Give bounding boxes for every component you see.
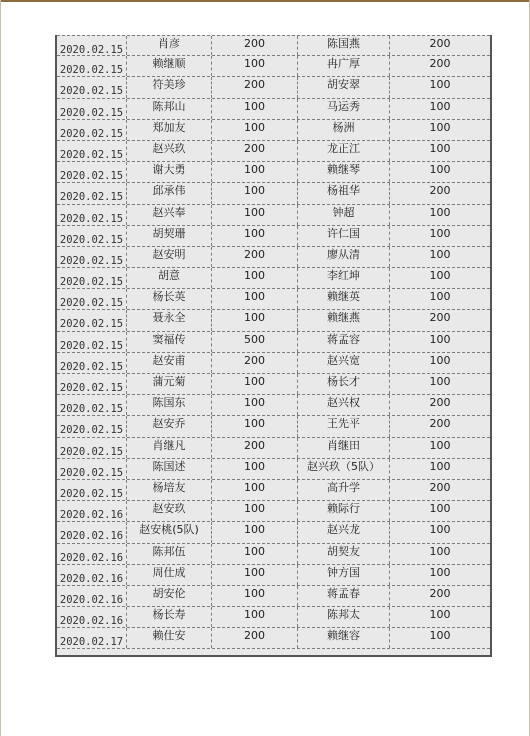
table-row bbox=[57, 310, 490, 331]
donor-name-cell: 杨长英 bbox=[127, 289, 212, 309]
donation-amount-cell: 100 bbox=[429, 290, 451, 304]
date-cell: 2020.02.15 bbox=[57, 395, 127, 415]
date-cell: 2020.02.15 bbox=[57, 289, 127, 309]
donor-name-cell: 蒲元菊 bbox=[127, 374, 212, 394]
donation-amount-cell: 100 bbox=[212, 480, 298, 500]
donor-name-cell: 赖继容 bbox=[298, 628, 390, 648]
donation-amount-cell: 100 bbox=[212, 522, 298, 542]
donor-name-cell: 廖从清 bbox=[298, 247, 390, 267]
donation-amount-cell: 100 bbox=[429, 269, 451, 283]
donation-amount-cell: 200 bbox=[212, 77, 298, 97]
donor-name-cell: 冉广厚 bbox=[298, 56, 390, 76]
date-cell: 2020.02.15 bbox=[57, 183, 127, 203]
date-cell: 2020.02.15 bbox=[57, 459, 127, 479]
donation-amount-cell: 100 bbox=[429, 353, 451, 367]
date-cell: 2020.02.15 bbox=[57, 141, 127, 161]
date-cell: 2020.02.15 bbox=[57, 205, 127, 225]
donation-amount-cell: 100 bbox=[212, 544, 298, 564]
donor-name-cell: 赵安甫 bbox=[127, 353, 212, 373]
donation-amount-cell: 100 bbox=[429, 565, 451, 579]
donor-name-cell: 胡意 bbox=[127, 268, 212, 288]
table-row bbox=[57, 395, 490, 416]
donation-amount-cell: 100 bbox=[212, 289, 298, 309]
donor-name-cell: 杨洲 bbox=[298, 120, 390, 140]
table-row bbox=[57, 247, 490, 268]
donation-amount-cell: 100 bbox=[429, 502, 451, 516]
donation-amount-cell: 100 bbox=[429, 629, 451, 643]
donor-name-cell: 窦福传 bbox=[127, 332, 212, 352]
donation-amount-cell: 100 bbox=[429, 226, 451, 240]
donation-amount-cell: 100 bbox=[212, 120, 298, 140]
donor-name-cell: 马运秀 bbox=[298, 99, 390, 119]
donation-amount-cell: 100 bbox=[429, 459, 451, 473]
donation-amount-cell: 200 bbox=[429, 396, 451, 410]
table-row bbox=[57, 289, 490, 310]
donor-name-cell: 杨培友 bbox=[127, 480, 212, 500]
donation-amount-cell: 100 bbox=[212, 162, 298, 182]
date-cell: 2020.02.15 bbox=[57, 247, 127, 267]
donation-amount-cell: 100 bbox=[212, 56, 298, 76]
date-cell: 2020.02.15 bbox=[57, 310, 127, 330]
donor-name-cell: 赵兴玖（5队） bbox=[298, 459, 390, 479]
donation-amount-cell: 100 bbox=[429, 523, 451, 537]
donor-name-cell: 陈国燕 bbox=[298, 36, 390, 55]
donor-name-cell: 赵兴玖 bbox=[127, 141, 212, 161]
donor-name-cell: 赖继英 bbox=[298, 289, 390, 309]
date-cell: 2020.02.15 bbox=[57, 120, 127, 140]
date-cell: 2020.02.15 bbox=[57, 353, 127, 373]
table-row bbox=[57, 501, 490, 522]
donor-name-cell: 肖继凡 bbox=[127, 438, 212, 458]
donation-amount-cell: 100 bbox=[212, 99, 298, 119]
donation-amount-cell: 100 bbox=[212, 459, 298, 479]
table-row bbox=[57, 56, 490, 77]
donor-name-cell: 陈邦伍 bbox=[127, 544, 212, 564]
donor-name-cell: 胡安翠 bbox=[298, 77, 390, 97]
date-cell: 2020.02.15 bbox=[57, 226, 127, 246]
donor-name-cell: 赖继顺 bbox=[127, 56, 212, 76]
donor-name-cell: 谢大勇 bbox=[127, 162, 212, 182]
donation-amount-cell: 200 bbox=[429, 417, 451, 431]
table-row bbox=[57, 141, 490, 162]
date-cell: 2020.02.15 bbox=[57, 480, 127, 500]
donation-amount-cell: 100 bbox=[212, 310, 298, 330]
donor-name-cell: 周仕成 bbox=[127, 565, 212, 585]
donation-amount-cell: 100 bbox=[429, 375, 451, 388]
date-cell: 2020.02.16 bbox=[57, 501, 127, 521]
donor-name-cell: 许仁国 bbox=[298, 226, 390, 246]
donation-amount-cell: 200 bbox=[212, 141, 298, 161]
donation-amount-cell: 100 bbox=[212, 395, 298, 415]
date-cell: 2020.02.16 bbox=[57, 565, 127, 585]
donation-amount-cell: 100 bbox=[429, 608, 451, 622]
table-row bbox=[57, 628, 490, 649]
donation-amount-cell: 100 bbox=[429, 247, 451, 261]
donation-amount-cell: 100 bbox=[429, 544, 451, 558]
donation-amount-cell: 100 bbox=[429, 205, 451, 219]
donor-name-cell: 肖继田 bbox=[298, 438, 390, 458]
date-cell: 2020.02.16 bbox=[57, 544, 127, 564]
donation-amount-cell: 200 bbox=[212, 36, 298, 55]
donor-name-cell: 杨长才 bbox=[298, 374, 390, 394]
donation-amount-cell: 200 bbox=[212, 438, 298, 458]
donor-name-cell: 陈邦太 bbox=[298, 607, 390, 627]
donor-name-cell: 郑加友 bbox=[127, 120, 212, 140]
donation-amount-cell: 200 bbox=[429, 184, 451, 198]
donor-name-cell: 高升学 bbox=[298, 480, 390, 500]
donation-amount-cell: 100 bbox=[212, 226, 298, 246]
table-row bbox=[57, 607, 490, 628]
donation-amount-cell: 100 bbox=[429, 332, 451, 346]
table-row bbox=[57, 480, 490, 501]
donor-name-cell: 陈邦山 bbox=[127, 99, 212, 119]
donation-amount-cell: 100 bbox=[429, 438, 451, 452]
donor-name-cell: 肖彦 bbox=[127, 36, 212, 55]
donation-amount-cell: 100 bbox=[212, 183, 298, 203]
table-row bbox=[57, 332, 490, 353]
donation-amount-cell: 200 bbox=[429, 57, 451, 71]
table-row bbox=[57, 226, 490, 247]
table-row bbox=[57, 586, 490, 607]
donor-name-cell: 李红坤 bbox=[298, 268, 390, 288]
table-row bbox=[57, 353, 490, 374]
table-row bbox=[57, 77, 490, 98]
donation-amount-cell: 100 bbox=[212, 268, 298, 288]
donation-amount-cell: 200 bbox=[212, 247, 298, 267]
table-row bbox=[57, 459, 490, 480]
donor-name-cell: 龙正江 bbox=[298, 141, 390, 161]
donation-amount-cell: 100 bbox=[429, 163, 451, 177]
table-bottom-edge bbox=[57, 649, 490, 657]
donor-name-cell: 杨长寿 bbox=[127, 607, 212, 627]
donor-name-cell: 赖继琴 bbox=[298, 162, 390, 182]
date-cell: 2020.02.15 bbox=[57, 268, 127, 288]
donor-name-cell: 赵安明 bbox=[127, 247, 212, 267]
donor-name-cell: 钟超 bbox=[298, 205, 390, 225]
table-row bbox=[57, 374, 490, 395]
table-row bbox=[57, 120, 490, 141]
donor-name-cell: 聂永全 bbox=[127, 310, 212, 330]
donor-name-cell: 胡契珊 bbox=[127, 226, 212, 246]
donation-amount-cell: 100 bbox=[212, 607, 298, 627]
date-cell: 2020.02.16 bbox=[57, 607, 127, 627]
table-row bbox=[57, 162, 490, 183]
donor-name-cell: 赖际行 bbox=[298, 501, 390, 521]
donation-amount-cell: 100 bbox=[429, 141, 451, 155]
donor-name-cell: 赵安乔 bbox=[127, 416, 212, 436]
donation-amount-cell: 200 bbox=[429, 37, 451, 50]
donation-amount-cell: 100 bbox=[212, 205, 298, 225]
table-row bbox=[57, 183, 490, 204]
date-cell: 2020.02.16 bbox=[57, 522, 127, 542]
donor-name-cell: 钟方国 bbox=[298, 565, 390, 585]
table-row bbox=[57, 544, 490, 565]
date-cell: 2020.02.15 bbox=[57, 77, 127, 97]
donor-name-cell: 赵兴龙 bbox=[298, 522, 390, 542]
donation-amount-cell: 100 bbox=[429, 120, 451, 134]
date-cell: 2020.02.15 bbox=[57, 374, 127, 394]
date-cell: 2020.02.15 bbox=[57, 56, 127, 76]
table-row bbox=[57, 205, 490, 226]
donor-name-cell: 赖仕安 bbox=[127, 628, 212, 648]
donation-amount-cell: 200 bbox=[429, 586, 451, 600]
date-cell: 2020.02.15 bbox=[57, 332, 127, 352]
donation-table bbox=[55, 35, 492, 657]
table-row bbox=[57, 416, 490, 437]
table-row bbox=[57, 438, 490, 459]
donor-name-cell: 赵兴权 bbox=[298, 395, 390, 415]
donation-amount-cell: 200 bbox=[429, 480, 451, 494]
donor-name-cell: 陈国述 bbox=[127, 459, 212, 479]
date-cell: 2020.02.15 bbox=[57, 99, 127, 119]
date-cell: 2020.02.15 bbox=[57, 438, 127, 458]
table-row bbox=[57, 565, 490, 586]
donor-name-cell: 赵安玖 bbox=[127, 501, 212, 521]
donor-name-cell: 赵安桃(5队) bbox=[127, 522, 212, 542]
date-cell: 2020.02.15 bbox=[57, 162, 127, 182]
page-top-rule bbox=[0, 0, 530, 2]
table-row bbox=[57, 268, 490, 289]
donor-name-cell: 蒋孟容 bbox=[298, 332, 390, 352]
donation-amount-cell: 100 bbox=[429, 78, 451, 92]
table-row bbox=[57, 99, 490, 120]
donor-name-cell: 赵兴宽 bbox=[298, 353, 390, 373]
donor-name-cell: 蒋孟春 bbox=[298, 586, 390, 606]
donation-amount-cell: 100 bbox=[212, 565, 298, 585]
date-cell: 2020.02.16 bbox=[57, 586, 127, 606]
donor-name-cell: 胡契友 bbox=[298, 544, 390, 564]
date-cell: 2020.02.17 bbox=[57, 628, 127, 648]
donation-amount-cell: 100 bbox=[212, 374, 298, 394]
donor-name-cell: 胡安伦 bbox=[127, 586, 212, 606]
donation-amount-cell: 200 bbox=[429, 311, 451, 325]
donor-name-cell: 赖继燕 bbox=[298, 310, 390, 330]
donor-name-cell: 邱承伟 bbox=[127, 183, 212, 203]
donation-amount-cell: 200 bbox=[212, 628, 298, 648]
table-row bbox=[57, 522, 490, 543]
table-row bbox=[57, 35, 490, 56]
date-cell: 2020.02.15 bbox=[57, 36, 127, 55]
donor-name-cell: 陈国东 bbox=[127, 395, 212, 415]
donor-name-cell: 符美珍 bbox=[127, 77, 212, 97]
donor-name-cell: 赵兴奉 bbox=[127, 205, 212, 225]
date-cell: 2020.02.15 bbox=[57, 416, 127, 436]
donation-amount-cell: 100 bbox=[212, 586, 298, 606]
donor-name-cell: 杨祖华 bbox=[298, 183, 390, 203]
page-edge-left bbox=[0, 0, 1, 736]
donor-name-cell: 王先平 bbox=[298, 416, 390, 436]
donation-amount-cell: 200 bbox=[212, 353, 298, 373]
donation-amount-cell: 100 bbox=[429, 99, 451, 113]
donation-amount-cell: 500 bbox=[212, 332, 298, 352]
donation-amount-cell: 100 bbox=[212, 416, 298, 436]
donation-amount-cell: 100 bbox=[212, 501, 298, 521]
